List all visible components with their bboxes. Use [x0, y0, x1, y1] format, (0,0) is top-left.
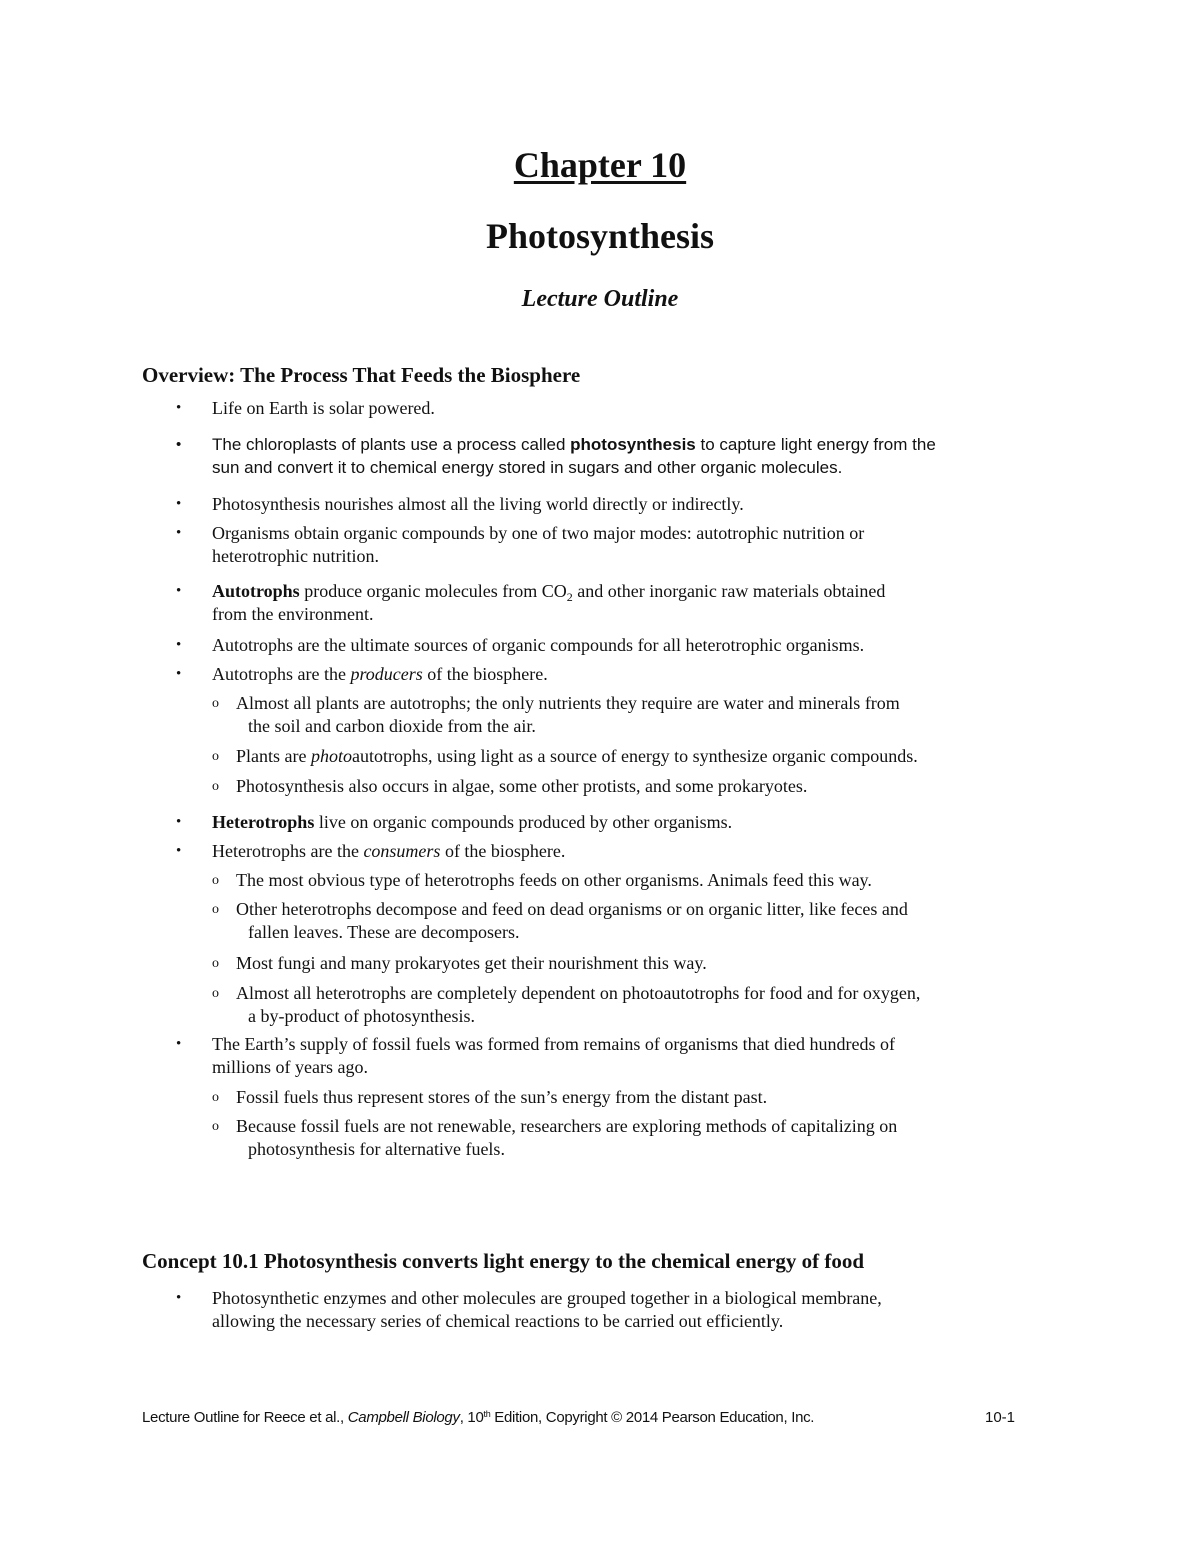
list-item-text: Photosynthesis nourishes almost all the living world directly or indirectly.: [212, 494, 744, 514]
list-item-text: Almost all plants are autotrophs; the only nutrients they require are water and minerals from: [236, 693, 900, 713]
list-item-text: a by-product of photosynthesis.: [248, 1006, 475, 1026]
list-item-text: Fossil fuels thus represent stores of the sun’s energy from the distant past.: [236, 1087, 768, 1107]
sub-list-item: [212, 692, 1066, 738]
bullet-marker: •: [176, 1290, 182, 1306]
list-item-text: Most fungi and many prokaryotes get their nourishment this way.: [236, 953, 707, 973]
list-item: [176, 811, 1072, 834]
sub-bullet-marker: o: [212, 986, 219, 1001]
bullet-marker: •: [176, 637, 182, 653]
bullet-marker: •: [176, 1036, 182, 1052]
bullet-marker: •: [176, 583, 182, 599]
list-item: [176, 840, 1072, 863]
list-item: [176, 634, 1072, 657]
sub-bullet-marker: o: [212, 779, 219, 794]
list-item-text: Almost all heterotrophs are completely dependent on photoautotrophs for food and for oxygen,: [236, 983, 921, 1003]
bullet-marker: •: [176, 525, 182, 541]
list-item: [176, 522, 1072, 568]
list-item-text: to capture light energy from the: [695, 435, 936, 454]
sub-list-item: [212, 982, 1066, 1028]
list-item-text: millions of years ago.: [212, 1057, 368, 1077]
sub-list-item: [212, 869, 1066, 892]
footer-superscript: th: [483, 1409, 491, 1419]
chapter-number: Chapter 10: [513, 145, 687, 185]
list-item-text: Heterotrophs are the: [212, 841, 364, 861]
sub-bullet-marker: o: [212, 956, 219, 971]
list-item-text: fallen leaves. These are decomposers.: [248, 922, 520, 942]
bullet-marker: •: [176, 843, 182, 859]
list-item-text: Photosynthesis also occurs in algae, some other protists, and some prokaryotes.: [236, 776, 808, 796]
list-item-text: of the biosphere.: [440, 841, 566, 861]
list-item-text: The most obvious type of heterotrophs feeds on other organisms. Animals feed this way.: [236, 870, 872, 890]
bullet-marker: •: [176, 436, 182, 453]
list-item-text: heterotrophic nutrition.: [212, 546, 379, 566]
sub-list-item: [212, 898, 1066, 944]
sub-list-item: [212, 775, 1066, 798]
bullet-marker: •: [176, 814, 182, 830]
list-item: [176, 1033, 1072, 1079]
list-item-text: Because fossil fuels are not renewable, researchers are exploring methods of capitalizing on: [236, 1116, 898, 1136]
list-item-text: live on organic compounds produced by other organisms.: [314, 812, 733, 832]
list-item-text: Other heterotrophs decompose and feed on dead organisms or on organic litter, like feces and: [236, 899, 908, 919]
footer-book-title: Campbell Biology: [347, 1409, 460, 1426]
list-item: [176, 493, 1072, 516]
term-photosynthesis: photosynthesis: [570, 435, 696, 454]
list-item: [176, 663, 1072, 686]
sub-bullet-marker: o: [212, 749, 219, 764]
list-item-text: Photosynthetic enzymes and other molecules are grouped together in a biological membrane,: [212, 1288, 882, 1308]
page-footer: [142, 1408, 1022, 1428]
sub-bullet-marker: o: [212, 696, 219, 711]
sub-bullet-marker: o: [212, 1090, 219, 1105]
sub-bullet-marker: o: [212, 873, 219, 888]
document-subtitle: Lecture Outline: [521, 286, 679, 312]
sub-bullet-marker: o: [212, 1119, 219, 1134]
list-item-text: of the biosphere.: [422, 664, 548, 684]
sub-list-item: [212, 1115, 1066, 1161]
term-autotrophs: Autotrophs: [212, 581, 300, 601]
footer-text: Edition, Copyright © 2014 Pearson Education, Inc.: [490, 1409, 815, 1426]
footer-text: Lecture Outline for Reece et al.,: [142, 1409, 348, 1426]
bullet-marker: •: [176, 400, 182, 416]
bullet-marker: •: [176, 666, 182, 682]
footer-text: , 10: [459, 1409, 484, 1426]
list-item-text: The chloroplasts of plants use a process called: [212, 435, 571, 454]
sub-list-item: [212, 1086, 1066, 1109]
page-number: 10-1: [985, 1409, 1016, 1426]
list-item-text: Organisms obtain organic compounds by one of two major modes: autotrophic nutrition or: [212, 523, 865, 543]
list-item-text: Life on Earth is solar powered.: [212, 398, 435, 418]
term-consumers: consumers: [363, 841, 441, 861]
term-producers: producers: [350, 664, 423, 684]
list-item: [176, 433, 1072, 479]
term-photo: photo: [310, 746, 352, 766]
list-item-text: sun and convert it to chemical energy stored in sugars and other organic molecules.: [212, 458, 843, 477]
chapter-title: Photosynthesis: [485, 216, 715, 256]
overview-heading: Overview: The Process That Feeds the Biosphere: [142, 363, 581, 387]
list-item: [176, 580, 1072, 626]
sub-list-item: [212, 952, 1066, 975]
list-item-text: from the environment.: [212, 604, 374, 624]
list-item-text: the soil and carbon dioxide from the air.: [248, 716, 536, 736]
list-item-text: and other inorganic raw materials obtained: [572, 581, 886, 601]
list-item: [176, 1287, 1072, 1333]
list-item-text: produce organic molecules from CO: [299, 581, 567, 601]
concept-heading: Concept 10.1 Photosynthesis converts light energy to the chemical energy of food: [142, 1249, 865, 1273]
list-item-text: autotrophs, using light as a source of energy to synthesize organic compounds.: [352, 746, 918, 766]
bullet-marker: •: [176, 496, 182, 512]
list-item-text: Autotrophs are the ultimate sources of organic compounds for all heterotrophic organisms.: [212, 635, 865, 655]
term-heterotrophs: Heterotrophs: [212, 812, 315, 832]
list-item-text: Autotrophs are the: [212, 664, 351, 684]
list-item-text: photosynthesis for alternative fuels.: [248, 1139, 505, 1159]
list-item-text: Plants are: [236, 746, 311, 766]
list-item: [176, 397, 1072, 420]
list-item-text: allowing the necessary series of chemical reactions to be carried out efficiently.: [212, 1311, 784, 1331]
sub-bullet-marker: o: [212, 902, 219, 917]
subscript: 2: [566, 590, 573, 604]
sub-list-item: [212, 745, 1066, 768]
list-item-text: The Earth’s supply of fossil fuels was formed from remains of organisms that died hundreds of: [212, 1034, 896, 1054]
